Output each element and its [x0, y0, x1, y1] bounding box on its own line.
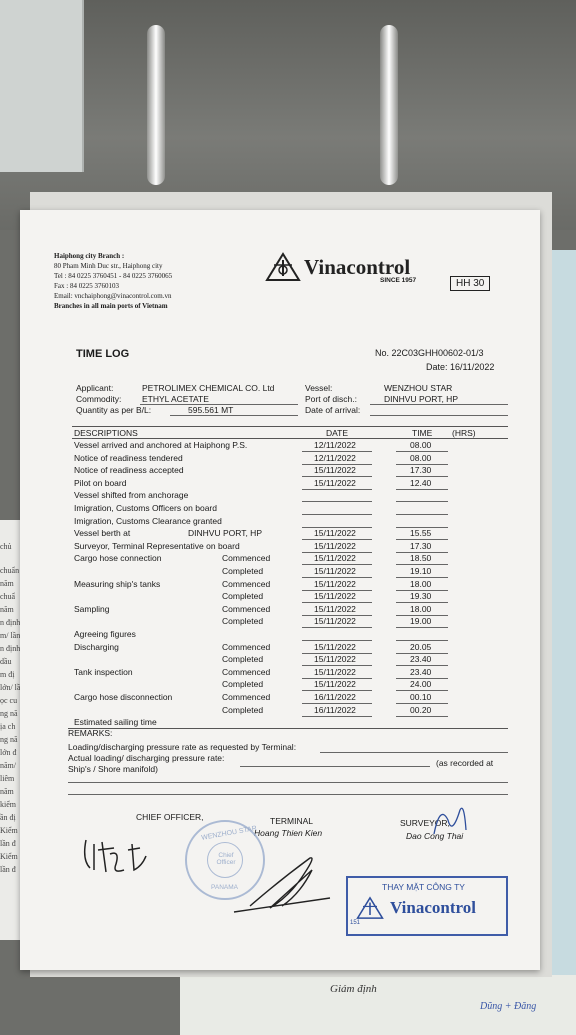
background-document-line: chủ: [0, 542, 12, 551]
col-hrs: (HRS): [452, 428, 476, 438]
row-date: 15/11/2022: [314, 591, 356, 602]
row-sub-label: Completed: [222, 591, 264, 602]
background-document-line: m/ lần: [0, 631, 21, 640]
arrival-underline: [370, 415, 508, 416]
row-sub-label: Completed: [222, 704, 264, 715]
row-description: Pilot on board: [74, 477, 127, 488]
col-date: DATE: [326, 428, 349, 438]
row-description: Sampling: [74, 603, 110, 614]
quantity-underline: [170, 415, 298, 416]
row-sub-label: Completed: [222, 654, 264, 665]
col-descriptions: DESCRIPTIONS: [74, 428, 138, 438]
row-sub-label: Commenced: [222, 603, 271, 614]
background-document-line: năm: [0, 579, 14, 588]
row-time: 24.00: [410, 679, 432, 690]
surveyor-label: SURVEYOR,: [400, 818, 450, 828]
row-date-underline: [302, 501, 372, 502]
background-document-line: lớn/ lầ: [0, 683, 21, 692]
row-date: 15/11/2022: [314, 679, 356, 690]
port-label: Port of disch.:: [305, 394, 357, 404]
remarks-rule: [68, 728, 508, 729]
col-time: TIME: [412, 428, 433, 438]
row-time: 18.50: [410, 553, 432, 564]
row-description: Notice of readiness accepted: [74, 465, 184, 476]
branch-email: Email: vnchaiphong@vinacontrol.com.vn: [54, 292, 172, 300]
row-description: Surveyor, Terminal Representative on board: [74, 540, 240, 551]
row-description: Notice of readiness tendered: [74, 452, 183, 463]
terminal-name: Hoang Thien Kien: [254, 828, 323, 838]
row-date: 16/11/2022: [314, 704, 356, 715]
arrival-label: Date of arrival:: [305, 405, 361, 415]
chief-officer-signature-icon: [80, 830, 160, 878]
row-description: Estimated sailing time: [74, 717, 157, 728]
row-time: 08.00: [410, 452, 432, 463]
row-time-underline: [396, 716, 448, 717]
chief-officer-label: CHIEF OFFICER,: [136, 812, 204, 822]
background-document-line: n định: [0, 644, 21, 653]
table-top-rule: [72, 426, 508, 427]
remarks-line-2: Actual loading/ discharging pressure rate:: [68, 753, 225, 763]
terminal-label: TERMINAL: [270, 816, 313, 826]
document-date: Date: 16/11/2022: [426, 362, 495, 372]
background-document-line: Kiểm: [0, 826, 18, 835]
background-document-line: ịa ch: [0, 722, 16, 731]
row-date-underline: [302, 716, 372, 717]
row-date: 15/11/2022: [314, 654, 356, 665]
background-document-line: ọc cu: [0, 696, 18, 705]
ceiling-light: [380, 25, 398, 185]
row-date: 12/11/2022: [314, 452, 356, 463]
row-time: 23.40: [410, 666, 432, 677]
row-date: 15/11/2022: [314, 603, 356, 614]
row-time: 08.00: [410, 440, 432, 450]
remarks-label: REMARKS:: [68, 728, 113, 738]
row-date: 15/11/2022: [314, 540, 356, 551]
row-description: Vessel arrived and anchored at Haiphong P.S.: [74, 440, 248, 450]
applicant-value: PETROLIMEX CHEMICAL CO. Ltd: [142, 383, 275, 393]
row-date: 15/11/2022: [314, 666, 356, 677]
stamp-rect-logo: Vinacontrol: [390, 898, 476, 917]
row-time: 19.10: [410, 566, 432, 576]
row-date: 15/11/2022: [314, 578, 356, 589]
applicant-label: Applicant:: [76, 383, 114, 393]
remarks-line-1: Loading/discharging pressure rate as requested by Terminal:: [68, 742, 297, 752]
remarks-underline-4: [68, 794, 508, 795]
vessel-round-stamp: [185, 820, 265, 900]
background-document-line: Kiểm: [0, 852, 18, 861]
port-underline: [370, 404, 508, 405]
background-document-line: ng nă: [0, 735, 18, 744]
row-time: 12.40: [410, 477, 432, 488]
row-date-underline: [302, 489, 372, 490]
row-description: Cargo hose disconnection: [74, 692, 173, 702]
row-description: Vessel shifted from anchorage: [74, 490, 189, 501]
surveyor-signature-icon: [430, 800, 470, 840]
row-sub-label: DINHVU PORT, HP: [188, 528, 262, 539]
row-date: 15/11/2022: [314, 553, 356, 564]
commodity-label: Commodity:: [76, 394, 122, 404]
row-time: 00.20: [410, 704, 432, 715]
stamp-logo-icon: [356, 896, 384, 920]
background-document-line: chuẩ: [0, 592, 16, 601]
stamp-round-top: WENZHOU STAR: [200, 825, 258, 842]
background-document-line: lần đ: [0, 865, 16, 874]
row-sub-label: Completed: [222, 566, 264, 576]
row-date-underline: [302, 627, 372, 628]
background-paper: [0, 0, 84, 172]
row-time: 23.40: [410, 654, 432, 665]
branch-address: 80 Pham Minh Duc str., Haiphong city: [54, 262, 163, 270]
background-document-line: liêm: [0, 774, 15, 783]
stamp-rect-top: THAY MẶT CÔNG TY: [382, 882, 465, 892]
background-document-line: n định: [0, 618, 21, 627]
row-description: Cargo hose connection: [74, 553, 162, 564]
remarks-underline-2: [240, 766, 430, 767]
row-description: Vessel berth at: [74, 528, 131, 539]
row-description: Measuring ship's tanks: [74, 578, 161, 589]
background-document-line: kiểm: [0, 800, 16, 809]
bottom-handwriting: Giám định: [330, 983, 377, 995]
row-description: Tank inspection: [74, 666, 133, 677]
row-time-underline: [396, 501, 448, 502]
row-sub-label: Commenced: [222, 641, 271, 652]
row-date: 15/11/2022: [314, 477, 356, 488]
row-time-underline: [396, 627, 448, 628]
row-sub-label: Commenced: [222, 692, 271, 702]
row-sub-label: Completed: [222, 679, 264, 690]
background-document-line: năm: [0, 605, 14, 614]
bottom-handwriting-2: Dũng + Đăng: [480, 1001, 537, 1012]
commodity-value: ETHYL ACETATE: [142, 394, 209, 404]
row-time: 20.05: [410, 641, 432, 652]
quantity-value: 595.561 MT: [188, 405, 234, 415]
branch-ports: Branches in all main ports of Vietnam: [54, 302, 168, 310]
row-time-underline: [396, 489, 448, 490]
vessel-label: Vessel:: [305, 383, 333, 393]
background-document-line: dầu: [0, 657, 12, 666]
row-date-underline: [302, 514, 372, 515]
background-document-line: năm/: [0, 761, 16, 770]
document-number: No. 22C03GHH00602-01/3: [375, 348, 484, 358]
row-sub-label: Commenced: [222, 578, 271, 589]
row-date: 15/11/2022: [314, 641, 356, 652]
row-date: 15/11/2022: [314, 528, 356, 539]
row-time: 00.10: [410, 692, 432, 702]
remarks-underline-3: [68, 782, 508, 783]
remarks-line-3: Ship's / Shore manifold): [68, 764, 158, 774]
vessel-value: WENZHOU STAR: [384, 383, 453, 393]
row-time: 19.30: [410, 591, 432, 602]
row-sub-label: Commenced: [222, 553, 271, 564]
row-date: 15/11/2022: [314, 465, 356, 476]
background-paper-bottom: [180, 975, 576, 1035]
background-document-line: m đị: [0, 670, 15, 679]
branch-fax: Fax : 84 0225 3760103: [54, 282, 119, 290]
remarks-underline-1: [320, 752, 508, 753]
row-date: 15/11/2022: [314, 566, 356, 576]
stamp-round-center: Chief Officer: [216, 852, 236, 866]
vinacontrol-logo-text: Vinacontrol: [304, 255, 411, 279]
remarks-line-2-tail: (as recorded at: [436, 758, 494, 768]
time-log-document: [20, 210, 540, 970]
table-header-rule: [72, 438, 508, 439]
row-date: 12/11/2022: [314, 440, 356, 450]
branch-tel: Tel : 84 0225 3760451 - 84 0225 3760065: [54, 272, 173, 280]
row-time: 17.30: [410, 465, 432, 476]
vinacontrol-company-stamp: [346, 876, 508, 936]
port-value: DINHVU PORT, HP: [384, 394, 458, 404]
row-date: 16/11/2022: [314, 692, 356, 702]
ceiling-light: [147, 25, 165, 185]
vinacontrol-logo-icon: [265, 252, 301, 282]
row-time: 15.55: [410, 528, 432, 539]
quantity-label: Quantity as per B/L:: [76, 405, 152, 415]
row-description: Discharging: [74, 641, 119, 652]
row-time: 17.30: [410, 540, 432, 551]
row-time-underline: [396, 514, 448, 515]
row-sub-label: Commenced: [222, 666, 271, 677]
logo-since: SINCE 1957: [380, 277, 417, 284]
page-title: TIME LOG: [76, 348, 130, 360]
background-document-line: lần đ: [0, 839, 16, 848]
row-description: Imigration, Customs Clearance granted: [74, 515, 222, 526]
row-description: Agreeing figures: [74, 629, 136, 639]
surveyor-name: Dao Cong Thai: [406, 831, 464, 841]
background-document-line: ng nă: [0, 709, 18, 718]
row-time: 19.00: [410, 616, 432, 627]
row-time: 18.00: [410, 603, 432, 614]
row-date: 15/11/2022: [314, 616, 356, 627]
row-time: 18.00: [410, 578, 432, 589]
background-document-line: chuẩn: [0, 566, 20, 575]
stamp-round-bottom: PANAMA: [211, 884, 238, 891]
row-description: Imigration, Customs Officers on board: [74, 503, 217, 513]
background-document-line: năm: [0, 787, 14, 796]
background-document-line: ần đị: [0, 813, 16, 822]
row-sub-label: Completed: [222, 616, 264, 627]
branch-name: Haiphong city Branch :: [54, 252, 125, 260]
background-document-line: lớn đ: [0, 748, 17, 757]
stamp-rect-code: 151: [350, 920, 361, 926]
form-code: HH 30: [450, 276, 490, 291]
